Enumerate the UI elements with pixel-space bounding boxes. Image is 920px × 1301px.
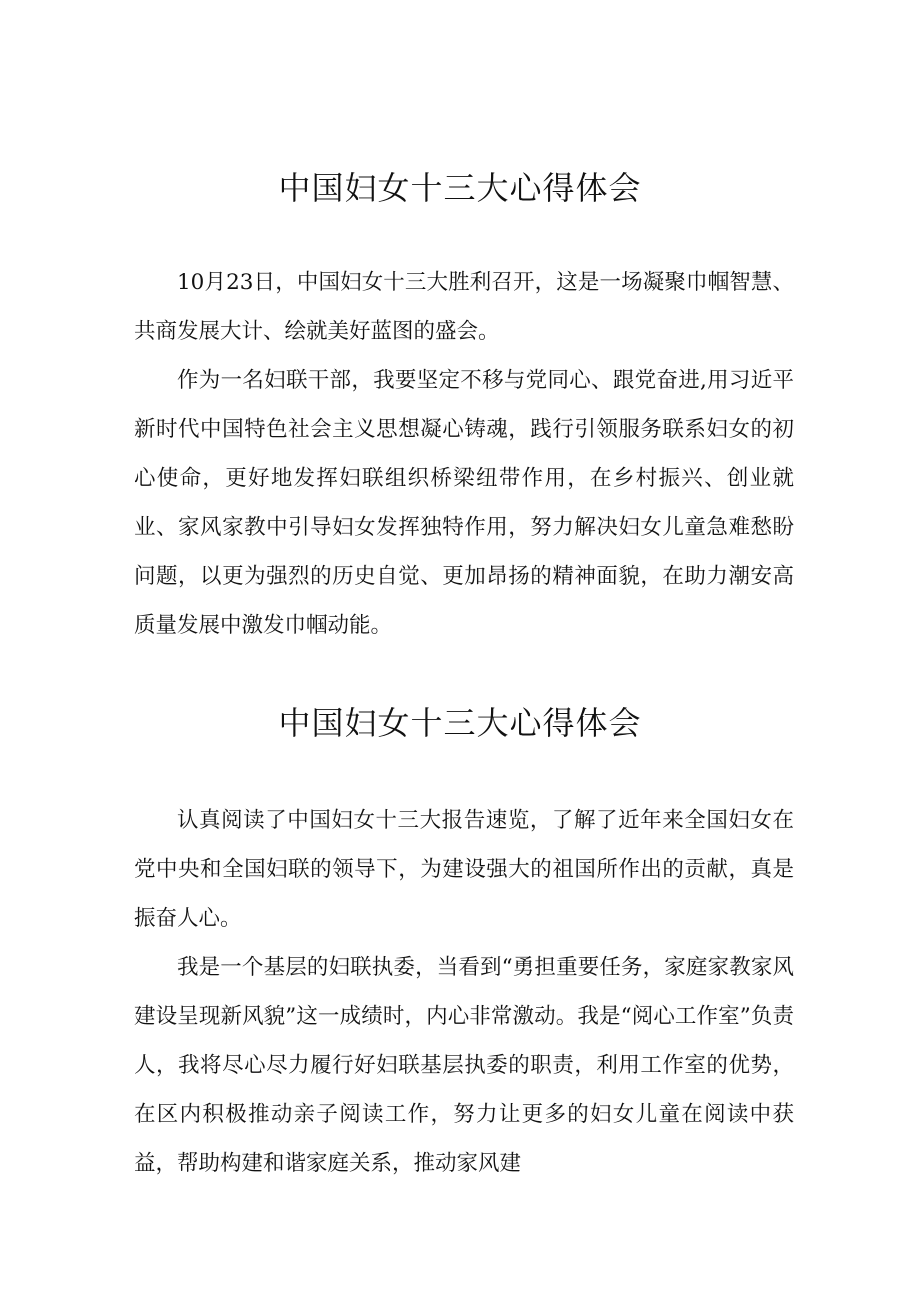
article-2-body xyxy=(134,796,794,1188)
article-1-paragraph-2: 作为一名妇联干部，我要坚定不移与党同心、跟党奋进,用习近平新时代中国特色社会主义思想凝心铸魂，践行引领服务联系妇女的初心使命，更好地发挥妇联组织桥梁纽带作用，在乡村振兴、创业就业、家风家教中引导妇女发挥独特作用，努力解决妇女儿童急难愁盼问题，以更为强烈的历史自觉、更加昂扬的精神面貌，在助力潮安高质量发展中激发巾帼动能。 xyxy=(134,368,794,638)
article-1-paragraph-1: 10月23日，中国妇女十三大胜利召开，这是一场凝聚巾帼智慧、共商发展大计、绘就美好蓝图的盛会。 xyxy=(134,270,794,344)
article-2-paragraph-1: 认真阅读了中国妇女十三大报告速览，了解了近年来全国妇女在党中央和全国妇联的领导下，为建设强大的祖国所作出的贡献，真是振奋人心。 xyxy=(134,808,794,931)
article-2-paragraph-2: 我是一个基层的妇联执委，当看到“勇担重要任务，家庭家教家风建设呈现新风貌”这一成绩时，内心非常激动。我是“阅心工作室”负责人，我将尽心尽力履行好妇联基层执委的职责，利用工作室的优势，在区内积极推动亲子阅读工作，努力让更多的妇女儿童在阅读中获益，帮助构建和谐家庭关系，推动家风建 xyxy=(134,955,794,1176)
article-2-title: 中国妇女十三大心得体会 xyxy=(278,704,642,742)
article-1-title: 中国妇女十三大心得体会 xyxy=(278,169,642,207)
article-1-body xyxy=(134,258,794,650)
